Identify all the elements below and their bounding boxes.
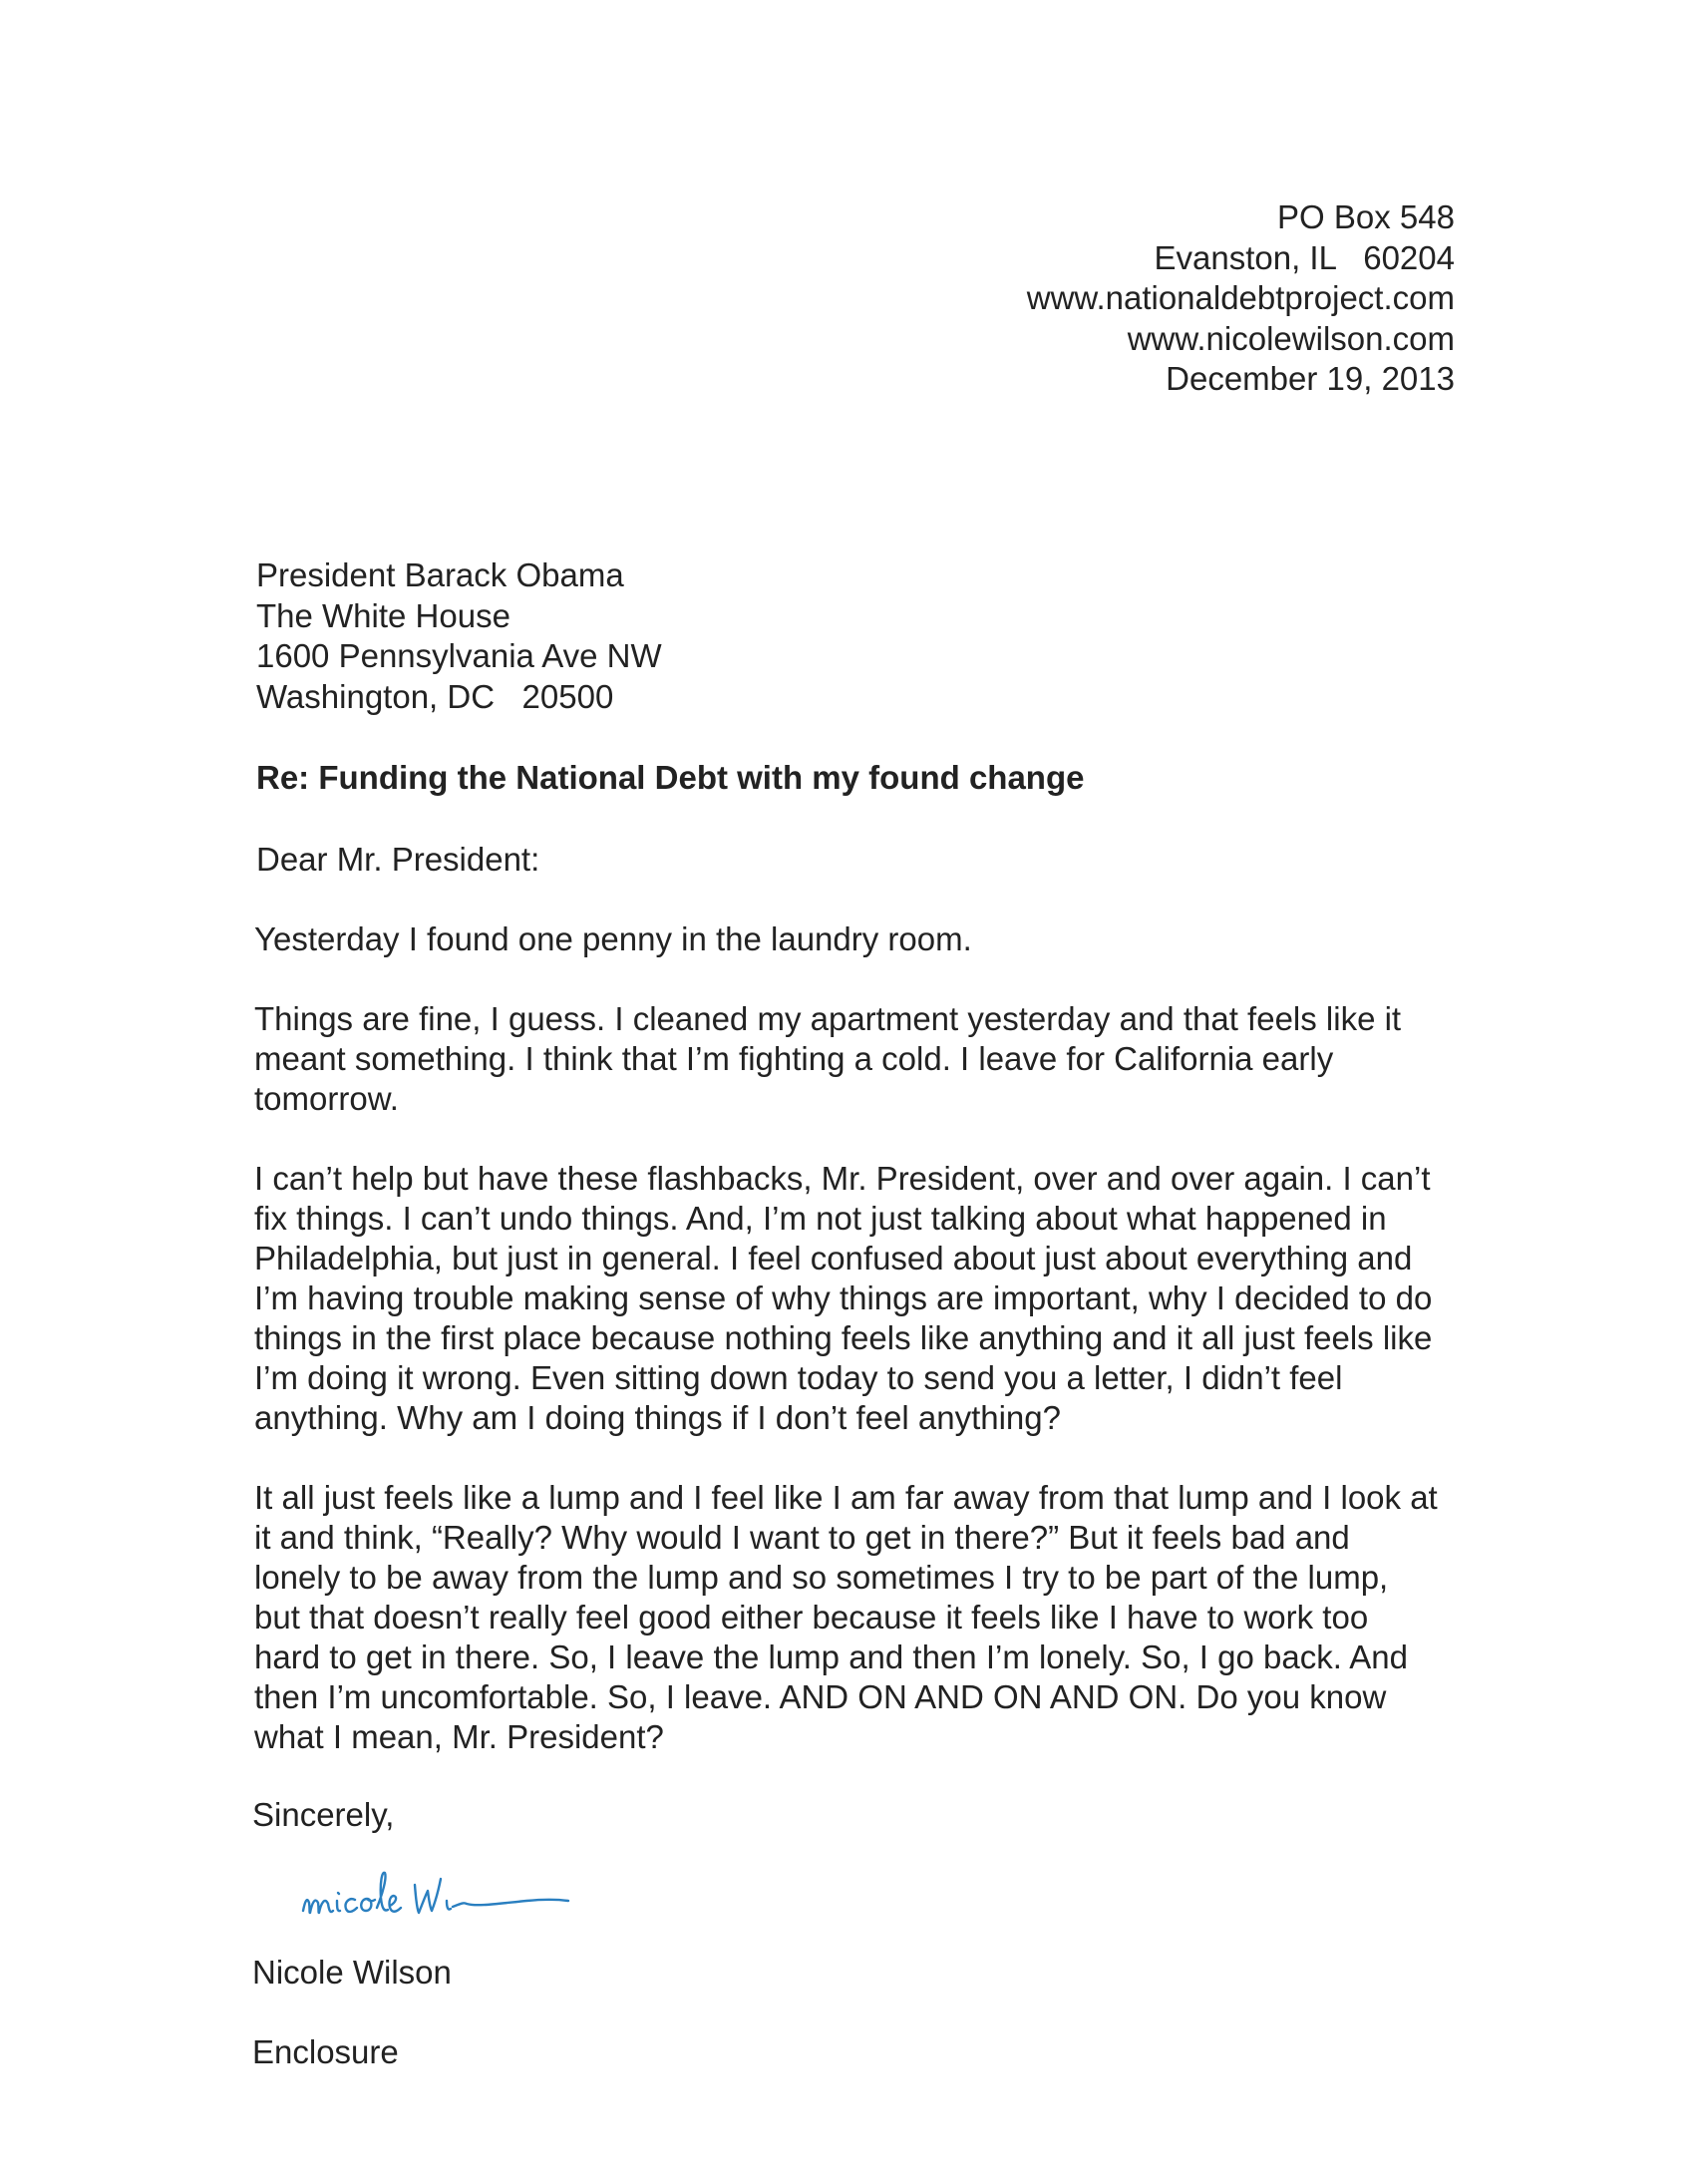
body-paragraph-1 bbox=[254, 919, 1461, 959]
sender-address-block bbox=[1027, 197, 1455, 400]
recipient-address-block bbox=[256, 555, 662, 717]
paragraph-line: it and think, “Really? Why would I want to get in there?” But it feels bad and bbox=[254, 1519, 1350, 1556]
enclosure-note: Enclosure bbox=[252, 2033, 399, 2070]
handwritten-signature bbox=[297, 1853, 626, 1933]
salutation: Dear Mr. President: bbox=[256, 841, 540, 878]
paragraph-line: fix things. I can’t undo things. And, I’m not just talking about what happened in bbox=[254, 1200, 1387, 1237]
subject-line: Re: Funding the National Debt with my found change bbox=[256, 759, 1085, 796]
paragraph-line: Yesterday I found one penny in the laundry room. bbox=[254, 920, 972, 957]
paragraph-line: then I’m uncomfortable. So, I leave. AND ON AND ON AND ON. Do you know bbox=[254, 1678, 1387, 1715]
paragraph-line: tomorrow. bbox=[254, 1080, 399, 1117]
paragraph-line: It all just feels like a lump and I feel like I am far away from that lump and I look at bbox=[254, 1479, 1438, 1516]
paragraph-line: I can’t help but have these flashbacks, Mr. President, over and over again. I can’t bbox=[254, 1160, 1431, 1197]
sender-website-national-debt: www.nationaldebtproject.com bbox=[1026, 279, 1455, 316]
recipient-name: President Barack Obama bbox=[256, 556, 624, 593]
paragraph-line: but that doesn’t really feel good either because it feels like I have to work too bbox=[254, 1599, 1369, 1636]
recipient-organization: The White House bbox=[256, 596, 510, 634]
sender-website-personal: www.nicolewilson.com bbox=[1127, 319, 1455, 357]
recipient-city-state-zip: Washington, DC 20500 bbox=[256, 677, 614, 715]
paragraph-line: hard to get in there. So, I leave the lump and then I’m lonely. So, I go back. And bbox=[254, 1638, 1408, 1675]
recipient-street: 1600 Pennsylvania Ave NW bbox=[256, 637, 662, 674]
paragraph-line: things in the first place because nothing feels like anything and it all just feels like bbox=[254, 1319, 1433, 1356]
closing: Sincerely, bbox=[252, 1796, 395, 1833]
sender-po-box: PO Box 548 bbox=[1277, 198, 1455, 235]
paragraph-line: anything. Why am I doing things if I don’t feel anything? bbox=[254, 1399, 1061, 1436]
sender-city-state-zip: Evanston, IL 60204 bbox=[1154, 238, 1455, 276]
paragraph-line: meant something. I think that I’m fighting a cold. I leave for California early bbox=[254, 1040, 1334, 1077]
body-paragraph-4 bbox=[254, 1478, 1461, 1757]
paragraph-line: I’m having trouble making sense of why things are important, why I decided to do bbox=[254, 1279, 1433, 1316]
signer-name: Nicole Wilson bbox=[252, 1954, 452, 1991]
paragraph-line: I’m doing it wrong. Even sitting down today to send you a letter, I didn’t feel bbox=[254, 1359, 1343, 1396]
body-paragraph-3 bbox=[254, 1159, 1461, 1438]
paragraph-line: Philadelphia, but just in general. I feel confused about just about everything and bbox=[254, 1240, 1413, 1276]
paragraph-line: what I mean, Mr. President? bbox=[254, 1718, 664, 1755]
paragraph-line: Things are fine, I guess. I cleaned my apartment yesterday and that feels like it bbox=[254, 1000, 1402, 1037]
body-paragraph-2 bbox=[254, 999, 1461, 1119]
letter-date: December 19, 2013 bbox=[1166, 360, 1455, 397]
paragraph-line: lonely to be away from the lump and so sometimes I try to be part of the lump, bbox=[254, 1559, 1389, 1596]
